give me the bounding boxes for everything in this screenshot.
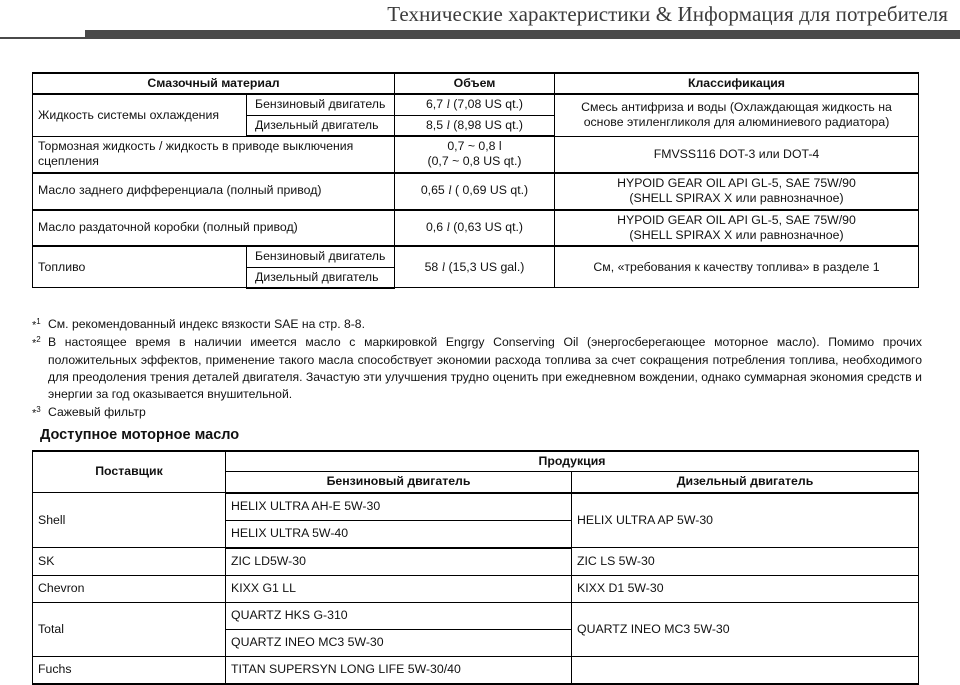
engine-type-gasoline: Бензиновый двигатель xyxy=(247,246,395,267)
volume-value: 8,5 l (8,98 US qt.) xyxy=(425,117,524,132)
fluid-classification-brake: FMVSS116 DOT-3 или DOT-4 xyxy=(555,136,919,173)
volume-line: (0,7 ~ 0,8 US qt.) xyxy=(427,154,522,169)
page-header xyxy=(0,0,960,42)
oil-supplier-sk: SK xyxy=(33,548,226,576)
fluid-volume-brake xyxy=(395,136,555,173)
table-row xyxy=(33,246,919,267)
fluid-classification-coolant xyxy=(555,94,919,136)
fluid-volume-rear-differential: 0,65 l ( 0,69 US qt.) xyxy=(395,173,555,210)
oil-product-diesel: ZIC LS 5W-30 xyxy=(572,548,919,576)
oil-supplier-total: Total xyxy=(33,602,226,656)
classification-line: основе этиленгликоля для алюминиевого радиатора) xyxy=(583,115,890,130)
table-header-row xyxy=(33,73,919,94)
classification-line: HYPOID GEAR OIL API GL-5, SAE 75W/90 xyxy=(617,212,856,227)
fluid-name-coolant: Жидкость системы охлаждения xyxy=(33,94,247,136)
column-header-gasoline-engine: Бензиновый двигатель xyxy=(226,472,572,493)
oil-product-diesel: KIXX D1 5W-30 xyxy=(572,575,919,602)
fluid-classification-transfer-case xyxy=(555,210,919,247)
table-row xyxy=(33,575,919,602)
table-row xyxy=(33,173,919,210)
table-row xyxy=(33,493,919,521)
footnote-text: В настоящее время в наличии имеется масло с маркировкой Engrgy Conserving Oil (энергосберегающее моторное масло). Помимо прочих положительных эффектов, применение такого масла способствует экономии расхода топлива за счет сокращения потребления топлива, необходимого для преодоления трения деталей двигателя. Зачастую эти улучшения трудно оценить при ежедневном вождении, однако суммарная экономия средств и энергии за год оказывается внушительной. xyxy=(48,335,922,402)
oil-product-diesel: HELIX ULTRA AP 5W-30 xyxy=(572,493,919,548)
engine-type-diesel: Дизельный двигатель xyxy=(247,267,395,288)
footnote-marker-index: 1 xyxy=(36,317,41,326)
column-header-material: Смазочный материал xyxy=(33,73,395,94)
footnote-1 xyxy=(32,316,922,334)
oil-supplier-fuchs: Fuchs xyxy=(33,656,226,684)
oil-product-diesel: QUARTZ INEO MC3 5W-30 xyxy=(572,602,919,656)
footnote-3 xyxy=(32,404,922,422)
column-header-products: Продукция xyxy=(226,451,919,472)
section-heading-available-engine-oil: Доступное моторное масло xyxy=(40,427,240,443)
footnote-marker-index: 2 xyxy=(36,335,41,345)
table-row xyxy=(33,94,919,115)
oil-product-diesel-empty xyxy=(572,656,919,684)
volume-value: 6,7 l (7,08 US qt.) xyxy=(425,97,524,112)
fluid-classification-rear-differential xyxy=(555,173,919,210)
table-row xyxy=(33,136,919,173)
table-row xyxy=(33,210,919,247)
fluid-name-fuel: Топливо xyxy=(33,246,247,288)
page-title: Технические характеристики & Информация для потребителя xyxy=(387,2,948,26)
fluid-name-brake: Тормозная жидкость / жидкость в приводе выключения сцепления xyxy=(33,136,395,173)
fluid-name-transfer-case: Масло раздаточной коробки (полный привод) xyxy=(33,210,395,247)
oil-product-gasoline: HELIX ULTRA 5W-40 xyxy=(226,520,572,548)
classification-line: HYPOID GEAR OIL API GL-5, SAE 75W/90 xyxy=(617,175,856,190)
oil-product-gasoline: TITAN SUPERSYN LONG LIFE 5W-30/40 xyxy=(226,656,572,684)
footnote-text: Сажевый фильтр xyxy=(48,404,146,419)
footnote-2 xyxy=(32,334,922,403)
engine-type-gasoline: Бензиновый двигатель xyxy=(247,94,395,115)
column-header-classification: Классификация xyxy=(555,73,919,94)
volume-line: 0,7 ~ 0,8 l xyxy=(447,139,502,154)
engine-type-diesel: Дизельный двигатель xyxy=(247,115,395,136)
fluid-volume-gasoline xyxy=(395,94,555,115)
table-row xyxy=(33,656,919,684)
footnote-marker-index: 3 xyxy=(36,404,41,414)
table-header-row-top xyxy=(33,451,919,472)
footnote-marker: *$^1$ xyxy=(32,317,41,332)
column-header-volume: Объем xyxy=(395,73,555,94)
oil-product-gasoline: QUARTZ INEO MC3 5W-30 xyxy=(226,629,572,656)
footnote-text: См. рекомендованный индекс вязкости SAE на стр. 8-8. xyxy=(48,317,365,331)
oil-product-gasoline: ZIC LD5W-30 xyxy=(226,548,572,576)
classification-line: (SHELL SPIRAX X или равнозначное) xyxy=(629,191,844,206)
oil-supplier-shell: Shell xyxy=(33,493,226,548)
oil-product-gasoline: KIXX G1 LL xyxy=(226,575,572,602)
footnote-marker: *$^3$ xyxy=(32,404,41,420)
fluid-volume-transfer-case: 0,6 l (0,63 US qt.) xyxy=(395,210,555,247)
fluid-name-rear-differential: Масло заднего дифференциала (полный привод) xyxy=(33,173,395,210)
table-row xyxy=(33,602,919,629)
oil-product-gasoline: QUARTZ HKS G-310 xyxy=(226,602,572,629)
classification-line: Смесь антифриза и воды (Охлаждающая жидкость на xyxy=(581,100,892,115)
column-header-supplier: Поставщик xyxy=(33,451,226,493)
fluid-volume-diesel xyxy=(395,115,555,136)
fluid-volume-fuel: 58 l (15,3 US gal.) xyxy=(395,246,555,288)
header-accent-bar xyxy=(85,30,960,39)
fluids-specification-table xyxy=(32,72,919,289)
column-header-diesel-engine: Дизельный двигатель xyxy=(572,472,919,493)
oil-supplier-chevron: Chevron xyxy=(33,575,226,602)
header-left-rule xyxy=(0,37,92,39)
oil-product-gasoline: HELIX ULTRA AH-E 5W-30 xyxy=(226,493,572,521)
table-row xyxy=(33,548,919,576)
classification-line: (SHELL SPIRAX X или равнозначное) xyxy=(629,227,844,242)
fluid-classification-fuel: См, «требования к качеству топлива» в разделе 1 xyxy=(555,246,919,288)
footnotes-block xyxy=(32,316,922,422)
available-engine-oil-table xyxy=(32,450,919,685)
footnote-marker: *$^2$ xyxy=(32,335,41,350)
